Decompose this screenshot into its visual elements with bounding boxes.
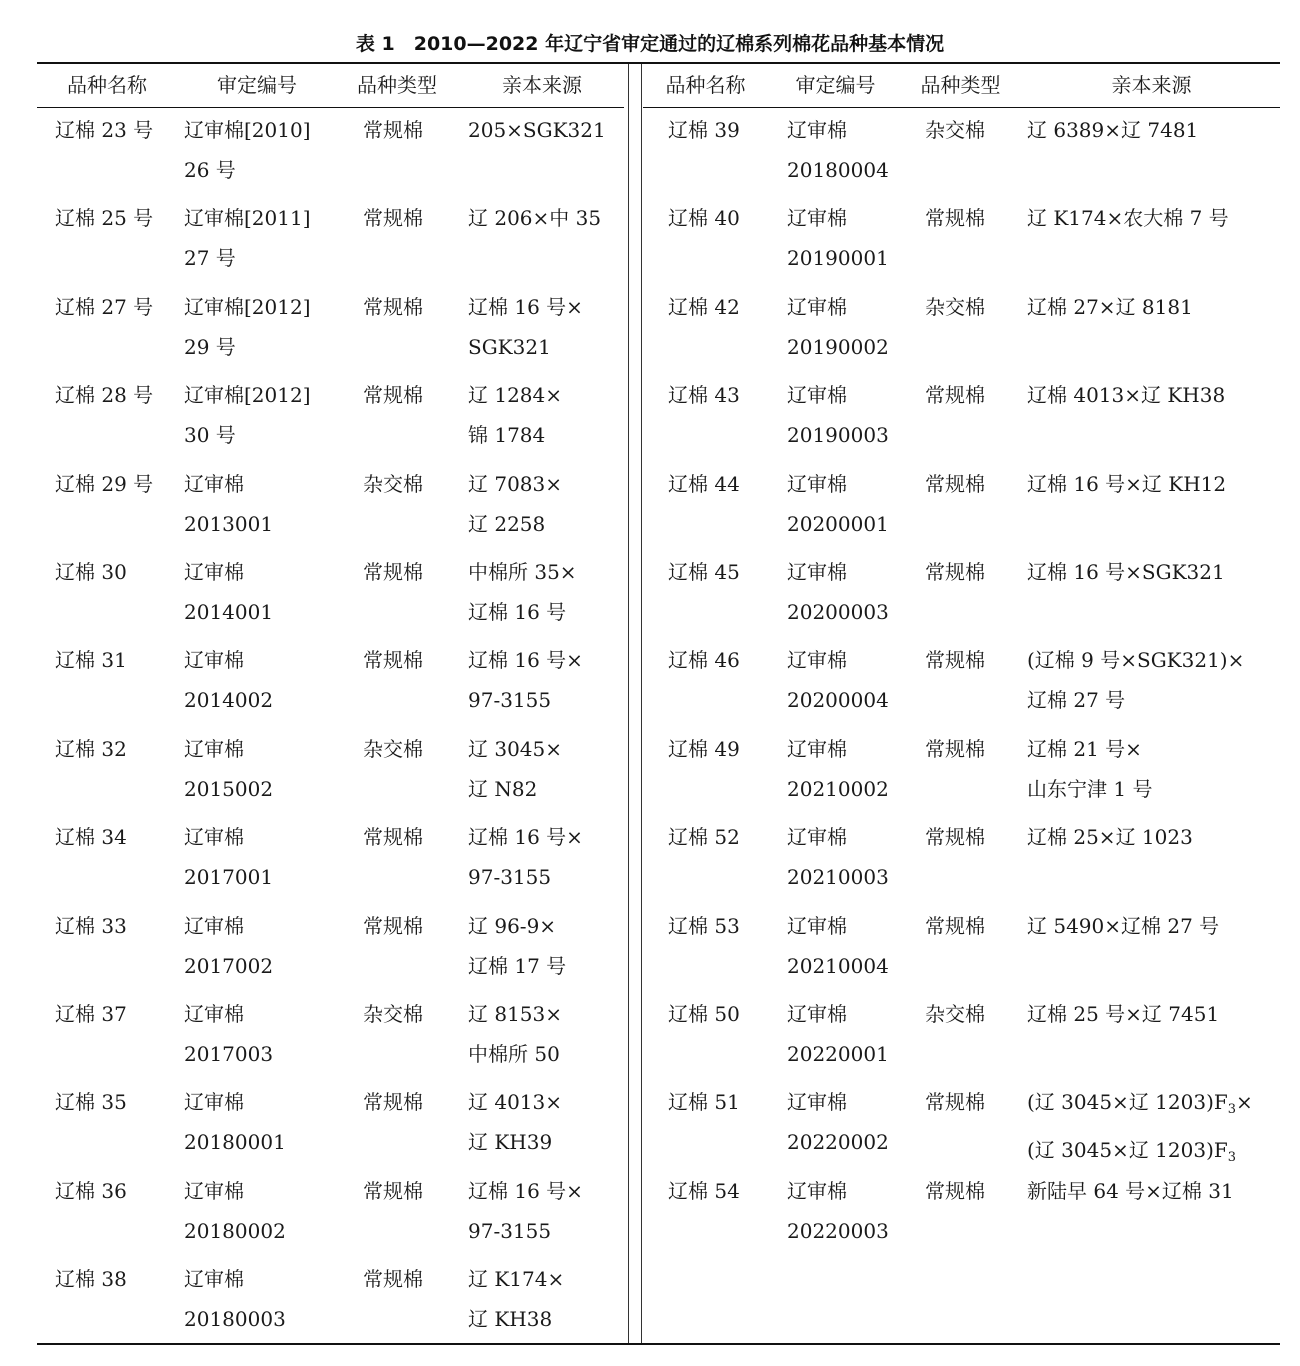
approval-number [184,107,311,190]
approval-number-line: 辽审棉 [184,559,244,584]
table-row [643,1079,1280,1167]
table-row [37,549,627,637]
variety-name: 辽棉 25 号 [55,206,154,231]
variety-type: 常规棉 [925,1090,985,1115]
approval-number-line: 辽审棉 [787,294,847,319]
approval-number-line: 20180004 [787,158,889,182]
header-row [37,64,627,107]
variety-name: 辽棉 39 [668,118,740,142]
approval-number-line: 辽审棉 [787,648,847,673]
variety-type: 常规棉 [925,383,985,408]
parent-source-line [468,906,566,946]
approval-number [184,549,273,632]
parent-source-line [1027,375,1225,415]
parent-text: 辽 KH39 [468,1130,553,1155]
parent-source-line [468,1082,562,1122]
parent-text: 辽 5490×辽棉 27 号 [1027,913,1220,938]
parent-source-line [468,817,583,857]
approval-number-line: 20190001 [787,246,889,271]
parent-source [468,1079,562,1162]
parent-source-line [1027,287,1193,327]
variety-name: 辽棉 33 [55,913,127,938]
parent-text: 辽 2258 [468,511,546,536]
parent-source-line [468,287,583,327]
table-caption: 表 1 2010—2022 年辽宁省审定通过的辽棉系列棉花品种基本情况 [355,33,945,55]
approval-number-line: 辽审棉 [787,1001,847,1026]
parent-text: 辽 7083× [468,471,563,496]
approval-number-line: 辽审棉 [787,1090,847,1115]
variety-name: 辽棉 40 [668,206,740,231]
parent-source-line [468,857,583,897]
approval-number-line: 辽审棉 [787,118,847,142]
variety-name: 辽棉 35 [55,1090,127,1115]
table-row [643,903,1280,991]
approval-number [787,195,889,278]
parent-source [1027,1168,1234,1211]
variety-type: 杂交棉 [925,118,985,142]
variety-name: 辽棉 52 [668,825,740,850]
parent-source-line [468,994,562,1034]
approval-number-line: 辽审棉 [787,559,847,584]
variety-type: 常规棉 [363,294,423,319]
parent-text: 辽 8153× [468,1001,563,1026]
approval-number-line: 20180002 [184,1218,286,1243]
approval-number-line: 20180001 [184,1130,286,1155]
parent-text: 97-3155 [468,1218,552,1243]
variety-type: 常规棉 [363,206,423,231]
approval-number-line: 辽审棉 [184,1178,244,1203]
parent-source-line [468,1259,564,1299]
parent-source-line [468,729,562,769]
approval-number-line: 20220001 [787,1041,889,1066]
variety-type: 常规棉 [925,206,985,231]
parent-source [1027,372,1225,415]
header-variety-name: 品种名称 [67,73,147,97]
parent-source [1027,637,1244,720]
variety-type: 常规棉 [925,648,985,673]
parent-source-line [1027,110,1198,150]
parent-text: 辽棉 21 号× [1027,736,1142,761]
parent-source [1027,903,1219,946]
parent-source [468,814,583,897]
table-row [37,726,627,814]
parent-source [468,195,601,238]
parent-source-line [468,592,577,632]
variety-name: 辽棉 30 [55,559,127,584]
approval-number [787,814,889,897]
approval-number-line: 20190002 [787,334,889,359]
parent-source-line [468,946,566,986]
parent-text: 中棉所 50 [468,1041,560,1066]
variety-type: 常规棉 [363,648,423,673]
parent-source-line [468,415,562,455]
parent-source [1027,991,1219,1034]
table-row [643,195,1280,283]
parent-text: 锦 1784 [468,423,546,448]
parent-source-line [1027,640,1244,680]
approval-number-line: 辽审棉[2011] [184,206,311,231]
parent-source-line [468,1034,562,1074]
variety-type: 常规棉 [925,736,985,761]
variety-type: 杂交棉 [363,736,423,761]
variety-type: 常规棉 [363,383,423,408]
variety-name: 辽棉 53 [668,913,740,938]
parent-source-line [1027,198,1229,238]
approval-number [184,1168,286,1251]
variety-name: 辽棉 49 [668,736,740,761]
variety-type: 常规棉 [363,1090,423,1115]
table-row [37,107,627,195]
approval-number-line: 2017001 [184,865,274,890]
parent-text: 辽 6389×辽 7481 [1027,118,1199,142]
parent-text: 中棉所 35× [468,559,577,584]
header-row [643,64,1280,107]
parent-text: 辽 1284× [468,383,563,408]
parent-source [1027,726,1152,809]
table-row [37,1168,627,1256]
parent-text: (辽 3045×辽 1203) [1027,1090,1214,1115]
parent-source-line [468,504,562,544]
approval-number-line: 20200001 [787,511,889,536]
parent-source [468,284,583,367]
variety-type: 常规棉 [925,1178,985,1203]
parent-source [468,637,583,720]
approval-number [787,549,889,632]
parent-text: 辽棉 16 号× [468,648,583,673]
header-variety-type: 品种类型 [920,73,1001,97]
generation-label: F [1213,1138,1228,1163]
parent-source-line [1027,464,1226,504]
parent-text: 辽 KH38 [468,1307,553,1332]
table-row [643,991,1280,1079]
parent-source [468,1256,564,1339]
table-row [37,991,627,1079]
variety-type: 常规棉 [925,559,985,584]
parent-source-line [468,640,583,680]
parent-source-line [1027,1082,1253,1130]
approval-number-line: 辽审棉 [787,471,847,496]
approval-number [184,195,311,278]
parent-source-line [468,375,562,415]
variety-name: 辽棉 37 [55,1001,127,1026]
approval-number-line: 20200003 [787,599,889,624]
variety-type: 常规棉 [925,913,985,938]
parent-text: 97-3155 [468,688,552,713]
variety-name: 辽棉 29 号 [55,471,154,496]
variety-name: 辽棉 31 [55,648,127,673]
parent-source [468,549,577,632]
variety-name: 辽棉 50 [668,1001,740,1026]
parent-text: 辽 96-9× [468,913,557,938]
header-approval-number: 审定编号 [217,73,297,97]
approval-number [787,1079,889,1162]
parent-source-line [468,1299,564,1339]
variety-name: 辽棉 42 [668,294,740,319]
approval-number-line: 20190003 [787,423,889,448]
approval-number-line: 20200004 [787,688,889,713]
approval-number [184,814,273,897]
approval-number-line: 辽审棉 [184,471,244,496]
parent-text: 辽棉 16 号×SGK321 [1027,559,1225,584]
parent-source [468,903,566,986]
approval-number-line: 辽审棉[2010] [184,118,311,142]
approval-number-line: 2017003 [184,1041,274,1066]
parent-text: 辽 K174× [468,1267,565,1292]
parent-text: 辽棉 16 号× [468,294,583,319]
approval-number [184,991,273,1074]
parent-source [1027,549,1225,592]
variety-type: 杂交棉 [363,471,423,496]
approval-number-line: 辽审棉 [787,383,847,408]
parent-text: 辽棉 25 号×辽 7451 [1027,1001,1220,1026]
parent-text: (辽 3045×辽 1203) [1027,1138,1214,1163]
variety-name: 辽棉 23 号 [55,118,154,142]
approval-number [787,726,889,809]
parent-source-line [1027,680,1244,720]
parent-source [1027,195,1229,238]
table-row [643,726,1280,814]
parent-source [468,726,562,809]
approval-number-line: 29 号 [184,334,236,359]
parent-source-line [468,769,562,809]
parent-source-line [1027,817,1193,857]
parent-text: 辽 4013× [468,1090,563,1115]
table-row [37,903,627,991]
approval-number-line: 辽审棉 [184,825,244,850]
parent-source-line [1027,552,1225,592]
approval-number [184,726,273,809]
parent-text: 辽棉 17 号 [468,953,567,978]
parent-source-line [1027,1171,1234,1211]
approval-number [787,284,889,367]
approval-number [787,903,889,986]
table-row [643,1168,1280,1256]
variety-type: 常规棉 [363,1267,423,1292]
parent-text: 辽棉 16 号 [468,599,567,624]
approval-number [787,372,889,455]
approval-number-line: 20220002 [787,1130,889,1155]
table-row [643,461,1280,549]
parent-source [468,1168,583,1251]
variety-type: 杂交棉 [925,294,985,319]
approval-number-line: 辽审棉 [184,1267,244,1292]
variety-type: 常规棉 [363,118,423,142]
approval-number-line: 20180003 [184,1307,286,1332]
table-row [643,637,1280,725]
approval-number-line: 辽审棉 [787,736,847,761]
approval-number-line: 辽审棉 [787,825,847,850]
parent-text: 辽棉 16 号× [468,1178,583,1203]
approval-number-line: 20210004 [787,953,889,978]
approval-number-line: 20210003 [787,865,889,890]
parent-text: 辽 3045× [468,736,563,761]
approval-number-line: 辽审棉 [787,206,847,231]
parent-text: 辽 K174×农大棉 7 号 [1027,206,1229,231]
parent-source [1027,1079,1253,1178]
parent-text: 辽棉 25×辽 1023 [1027,825,1193,850]
parent-text: 新陆早 64 号×辽棉 31 [1027,1178,1234,1203]
left-rows [37,107,627,1344]
table-row [37,637,627,725]
table-row [643,107,1280,195]
parent-text: (辽棉 9 号×SGK321)× [1027,648,1245,673]
header-variety-name: 品种名称 [665,73,746,97]
variety-type: 常规棉 [925,825,985,850]
table-row [37,372,627,460]
parent-source-line [1027,906,1219,946]
approval-number [184,284,311,367]
approval-number-line: 辽审棉 [184,1090,244,1115]
approval-number [184,372,311,455]
approval-number-line: 辽审棉 [787,913,847,938]
approval-number-line: 辽审棉 [184,913,244,938]
approval-number-line: 2013001 [184,511,274,536]
approval-number-line: 2014001 [184,599,274,624]
approval-number [787,461,889,544]
table-row [643,284,1280,372]
approval-number-line: 26 号 [184,158,236,182]
parent-source-line [468,552,577,592]
parent-source-line [468,1171,583,1211]
variety-name: 辽棉 38 [55,1267,127,1292]
approval-number-line: 辽审棉 [184,648,244,673]
cross-symbol: × [1236,1090,1253,1115]
approval-number-line: 辽审棉 [184,736,244,761]
table-row [643,372,1280,460]
parent-source-line [468,327,583,367]
variety-type: 常规棉 [925,471,985,496]
approval-number-line: 2015002 [184,776,274,801]
parent-text: 辽 206×中 35 [468,206,602,231]
variety-name: 辽棉 43 [668,383,740,408]
variety-type: 常规棉 [363,559,423,584]
parent-text: 辽棉 27×辽 8181 [1027,294,1193,319]
parent-source-line [468,110,606,150]
approval-number [787,637,889,720]
variety-name: 辽棉 54 [668,1178,740,1203]
parent-source [468,991,562,1074]
header-parent-source: 亲本来源 [502,73,582,97]
variety-name: 辽棉 45 [668,559,740,584]
approval-number-line: 辽审棉 [184,1001,244,1026]
variety-name: 辽棉 27 号 [55,294,154,319]
column-divider [628,64,629,1343]
variety-type: 杂交棉 [925,1001,985,1026]
approval-number-line: 辽审棉 [787,1178,847,1203]
parent-text: 辽棉 16 号× [468,825,583,850]
table-row [643,549,1280,637]
table-row [37,461,627,549]
variety-type: 常规棉 [363,913,423,938]
parent-text: 山东宁津 1 号 [1027,776,1153,801]
parent-source [1027,284,1193,327]
parent-text: 97-3155 [468,865,552,890]
parent-source-line [468,198,601,238]
approval-number [184,637,273,720]
table-row [37,284,627,372]
parent-text: SGK321 [468,334,551,359]
variety-name: 辽棉 34 [55,825,127,850]
approval-number [787,107,889,190]
approval-number [184,1256,286,1339]
parent-text: 辽 N82 [468,776,538,801]
variety-name: 辽棉 44 [668,471,740,496]
parent-text: 辽棉 27 号 [1027,688,1126,713]
variety-name: 辽棉 36 [55,1178,127,1203]
header-parent-source: 亲本来源 [1111,73,1192,97]
variety-type: 常规棉 [363,825,423,850]
parent-source [1027,107,1198,150]
parent-source-line [468,1122,562,1162]
parent-source-line [468,464,562,504]
approval-number [787,1168,889,1251]
variety-name: 辽棉 46 [668,648,740,673]
table-row [37,1256,627,1344]
approval-number-line: 20210002 [787,776,889,801]
generation-subscript: 3 [1227,1150,1237,1166]
table-row [37,814,627,902]
parent-text: 205×SGK321 [468,118,606,142]
parent-source [468,461,562,544]
approval-number-line: 2014002 [184,688,274,713]
parent-source-line [1027,729,1152,769]
variety-name: 辽棉 32 [55,736,127,761]
table-row [37,195,627,283]
approval-number-line: 2017002 [184,953,274,978]
parent-text: 辽棉 16 号×辽 KH12 [1027,471,1227,496]
header-approval-number: 审定编号 [795,73,876,97]
parent-source [468,107,606,150]
column-divider [641,64,642,1343]
approval-number-line: 30 号 [184,423,236,448]
variety-type: 常规棉 [363,1178,423,1203]
approval-number-line: 20220003 [787,1218,889,1243]
approval-number [184,903,273,986]
variety-type: 杂交棉 [363,1001,423,1026]
right-rows [643,107,1280,1256]
approval-number-line: 辽审棉[2012] [184,383,311,408]
parent-source-line [468,1211,583,1251]
parent-source [1027,461,1226,504]
table-row [37,1079,627,1167]
parent-source [1027,814,1193,857]
generation-subscript: 3 [1227,1102,1237,1118]
header-variety-type: 品种类型 [357,73,437,97]
variety-name: 辽棉 28 号 [55,383,154,408]
parent-source-line [468,680,583,720]
parent-source-line [1027,994,1219,1034]
generation-label: F [1213,1090,1228,1115]
parent-source-line [1027,769,1152,809]
variety-name: 辽棉 51 [668,1090,740,1115]
parent-source [468,372,562,455]
parent-text: 辽棉 4013×辽 KH38 [1027,383,1226,408]
approval-number [184,461,273,544]
approval-number-line: 27 号 [184,246,236,271]
approval-number-line: 辽审棉[2012] [184,294,311,319]
approval-number [787,991,889,1074]
table-row [643,814,1280,902]
approval-number [184,1079,286,1162]
